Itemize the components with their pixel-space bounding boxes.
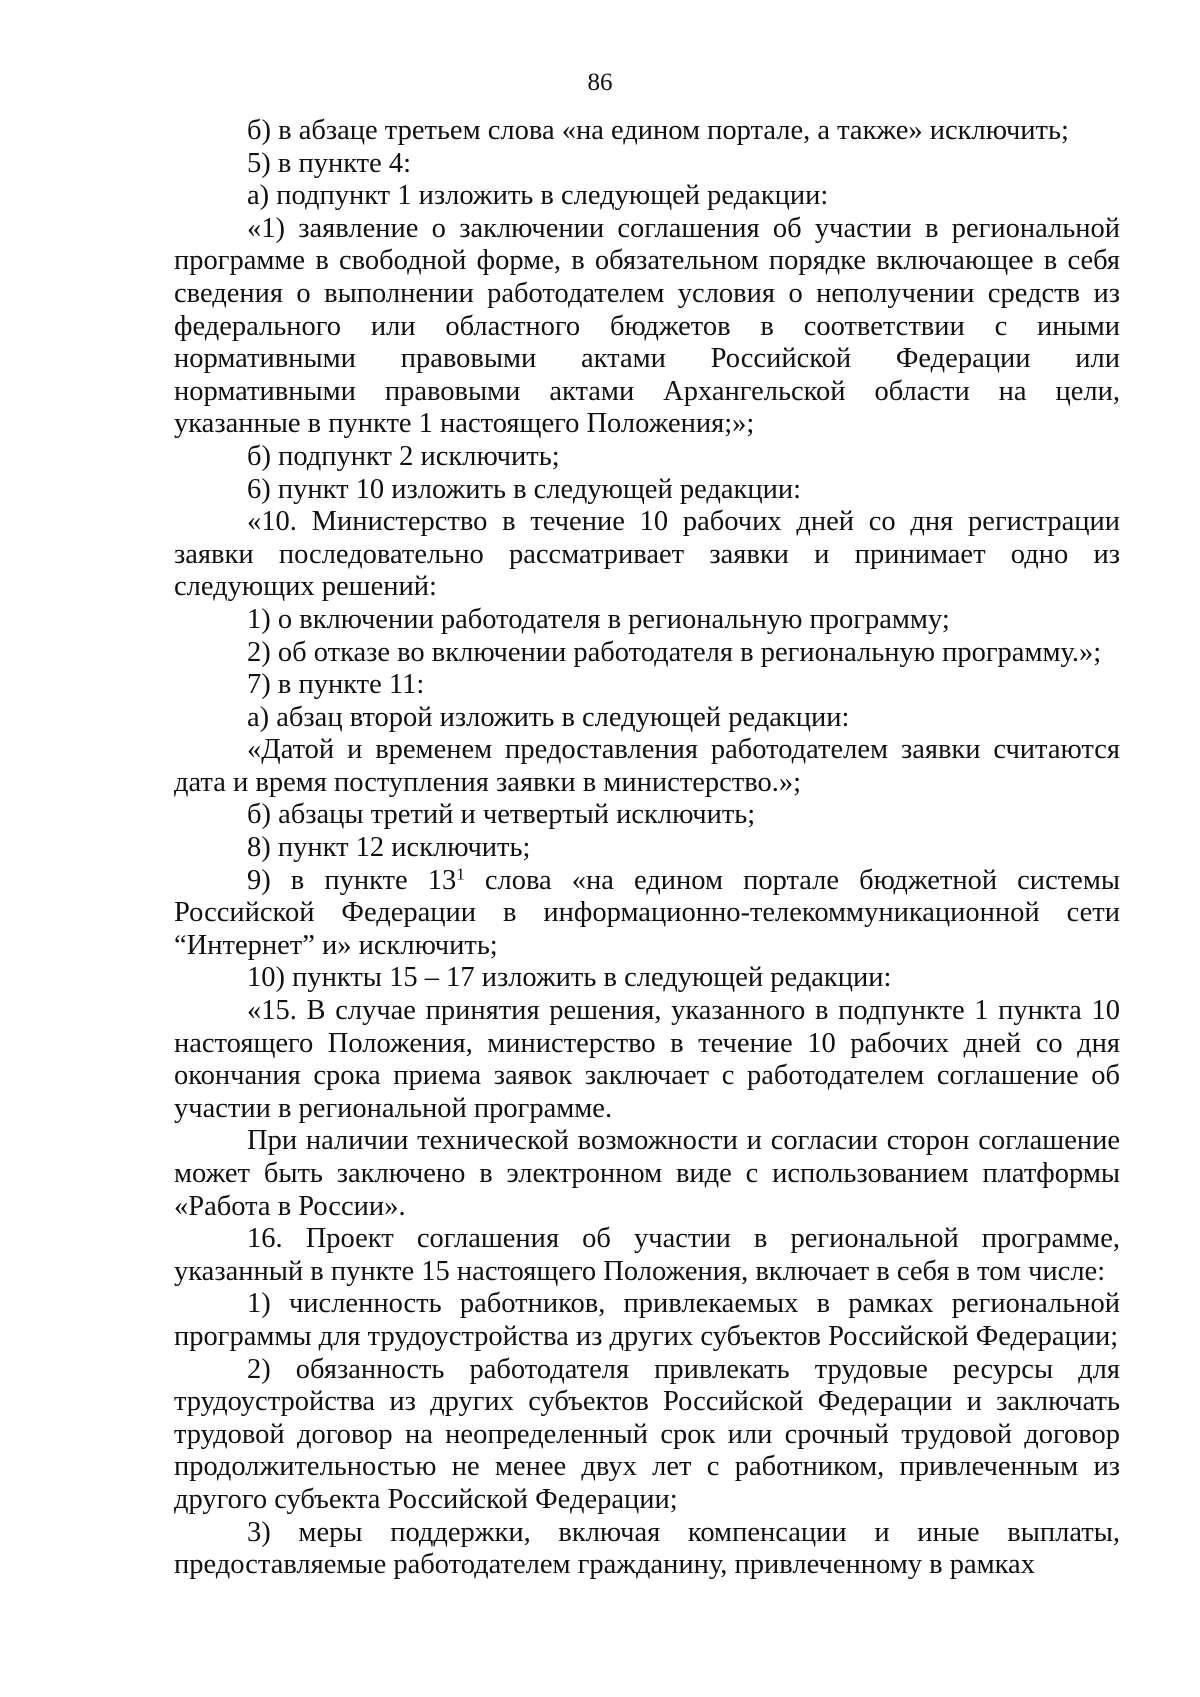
paragraph: 16. Проект соглашения об участии в региональной программе, указанный в пункте 15 настоящего Положения, включает в себя в том числе: — [174, 1223, 1120, 1287]
paragraph: 2) об отказе во включении работодателя в региональную программу.»; — [247, 636, 1102, 668]
paragraph: При наличии технической возможности и согласии сторон соглашение может быть заключено в электронном виде с использованием платформы «Работа в России». — [174, 1125, 1120, 1222]
paragraph: 1) о включении работодателя в региональную программу; — [247, 603, 950, 635]
paragraph: «10. Министерство в течение 10 рабочих дней со дня регистрации заявки последовательно рассматривает заявки и принимает одно из следующих решений: — [174, 506, 1120, 603]
paragraph: «15. В случае принятия решения, указанного в подпункте 1 пункта 10 настоящего Положения, министерство в течение 10 рабочих дней со дня окончания срока приема заявок заключает с работодателем соглашение об участии в региональной программе. — [174, 995, 1120, 1124]
paragraph-text-after: слова «на едином портале бюджетной системы Российской Федерации в информационно-телекоммуникационной сети “Интернет” и» исключить; — [174, 864, 1121, 961]
paragraph: «Датой и временем предоставления работодателем заявки считаются дата и время поступления заявки в министерство.»; — [174, 734, 1120, 798]
paragraph: «1) заявление о заключении соглашения об участии в региональной программе в свободной форме, в обязательном порядке включающее в себя сведения о выполнении работодателем условия о неполучении средств из федерального или областного бюджетов в соответствии с иными нормативными правовыми актами Российской Федерации или нормативными правовыми актами Архангельской области на цели, указанные в пункте 1 настоящего Положения;»; — [174, 212, 1120, 440]
paragraph: 5) в пункте 4: — [247, 147, 412, 179]
page-number: 86 — [587, 69, 613, 96]
paragraph: 1) численность работников, привлекаемых в рамках региональной программы для трудоустройства из других субъектов Российской Федерации; — [174, 1288, 1120, 1352]
paragraph-with-superscript — [174, 865, 1120, 963]
paragraph: 2) обязанность работодателя привлекать трудовые ресурсы для трудоустройства из других субъектов Российской Федерации и заключать трудовой договор на неопределенный срок или срочный трудовой договор продолжительностью не менее двух лет с работником, привлеченным из другого субъекта Российской Федерации; — [174, 1353, 1120, 1515]
paragraph: б) подпункт 2 исключить; — [247, 440, 560, 472]
paragraph: б) в абзаце третьем слова «на едином портале, а также» исключить; — [247, 115, 1069, 146]
paragraph: 3) меры поддержки, включая компенсации и иные выплаты, предоставляемые работодателем гражданину, привлеченному в рамках — [174, 1516, 1120, 1581]
paragraph: б) абзацы третий и четвертый исключить; — [247, 799, 756, 831]
paragraph: 8) пункт 12 исключить; — [247, 832, 531, 864]
paragraph: 10) пункты 15 – 17 изложить в следующей редакции: — [247, 962, 892, 994]
document-body — [174, 115, 1120, 1582]
paragraph: а) подпункт 1 изложить в следующей редакции: — [247, 180, 829, 212]
superscript: 1 — [456, 864, 465, 884]
paragraph-text-before: 9) в пункте 13 — [247, 864, 457, 896]
paragraph: а) абзац второй изложить в следующей редакции: — [247, 701, 850, 733]
paragraph: 7) в пункте 11: — [247, 669, 425, 701]
paragraph: 6) пункт 10 изложить в следующей редакции: — [247, 473, 802, 505]
